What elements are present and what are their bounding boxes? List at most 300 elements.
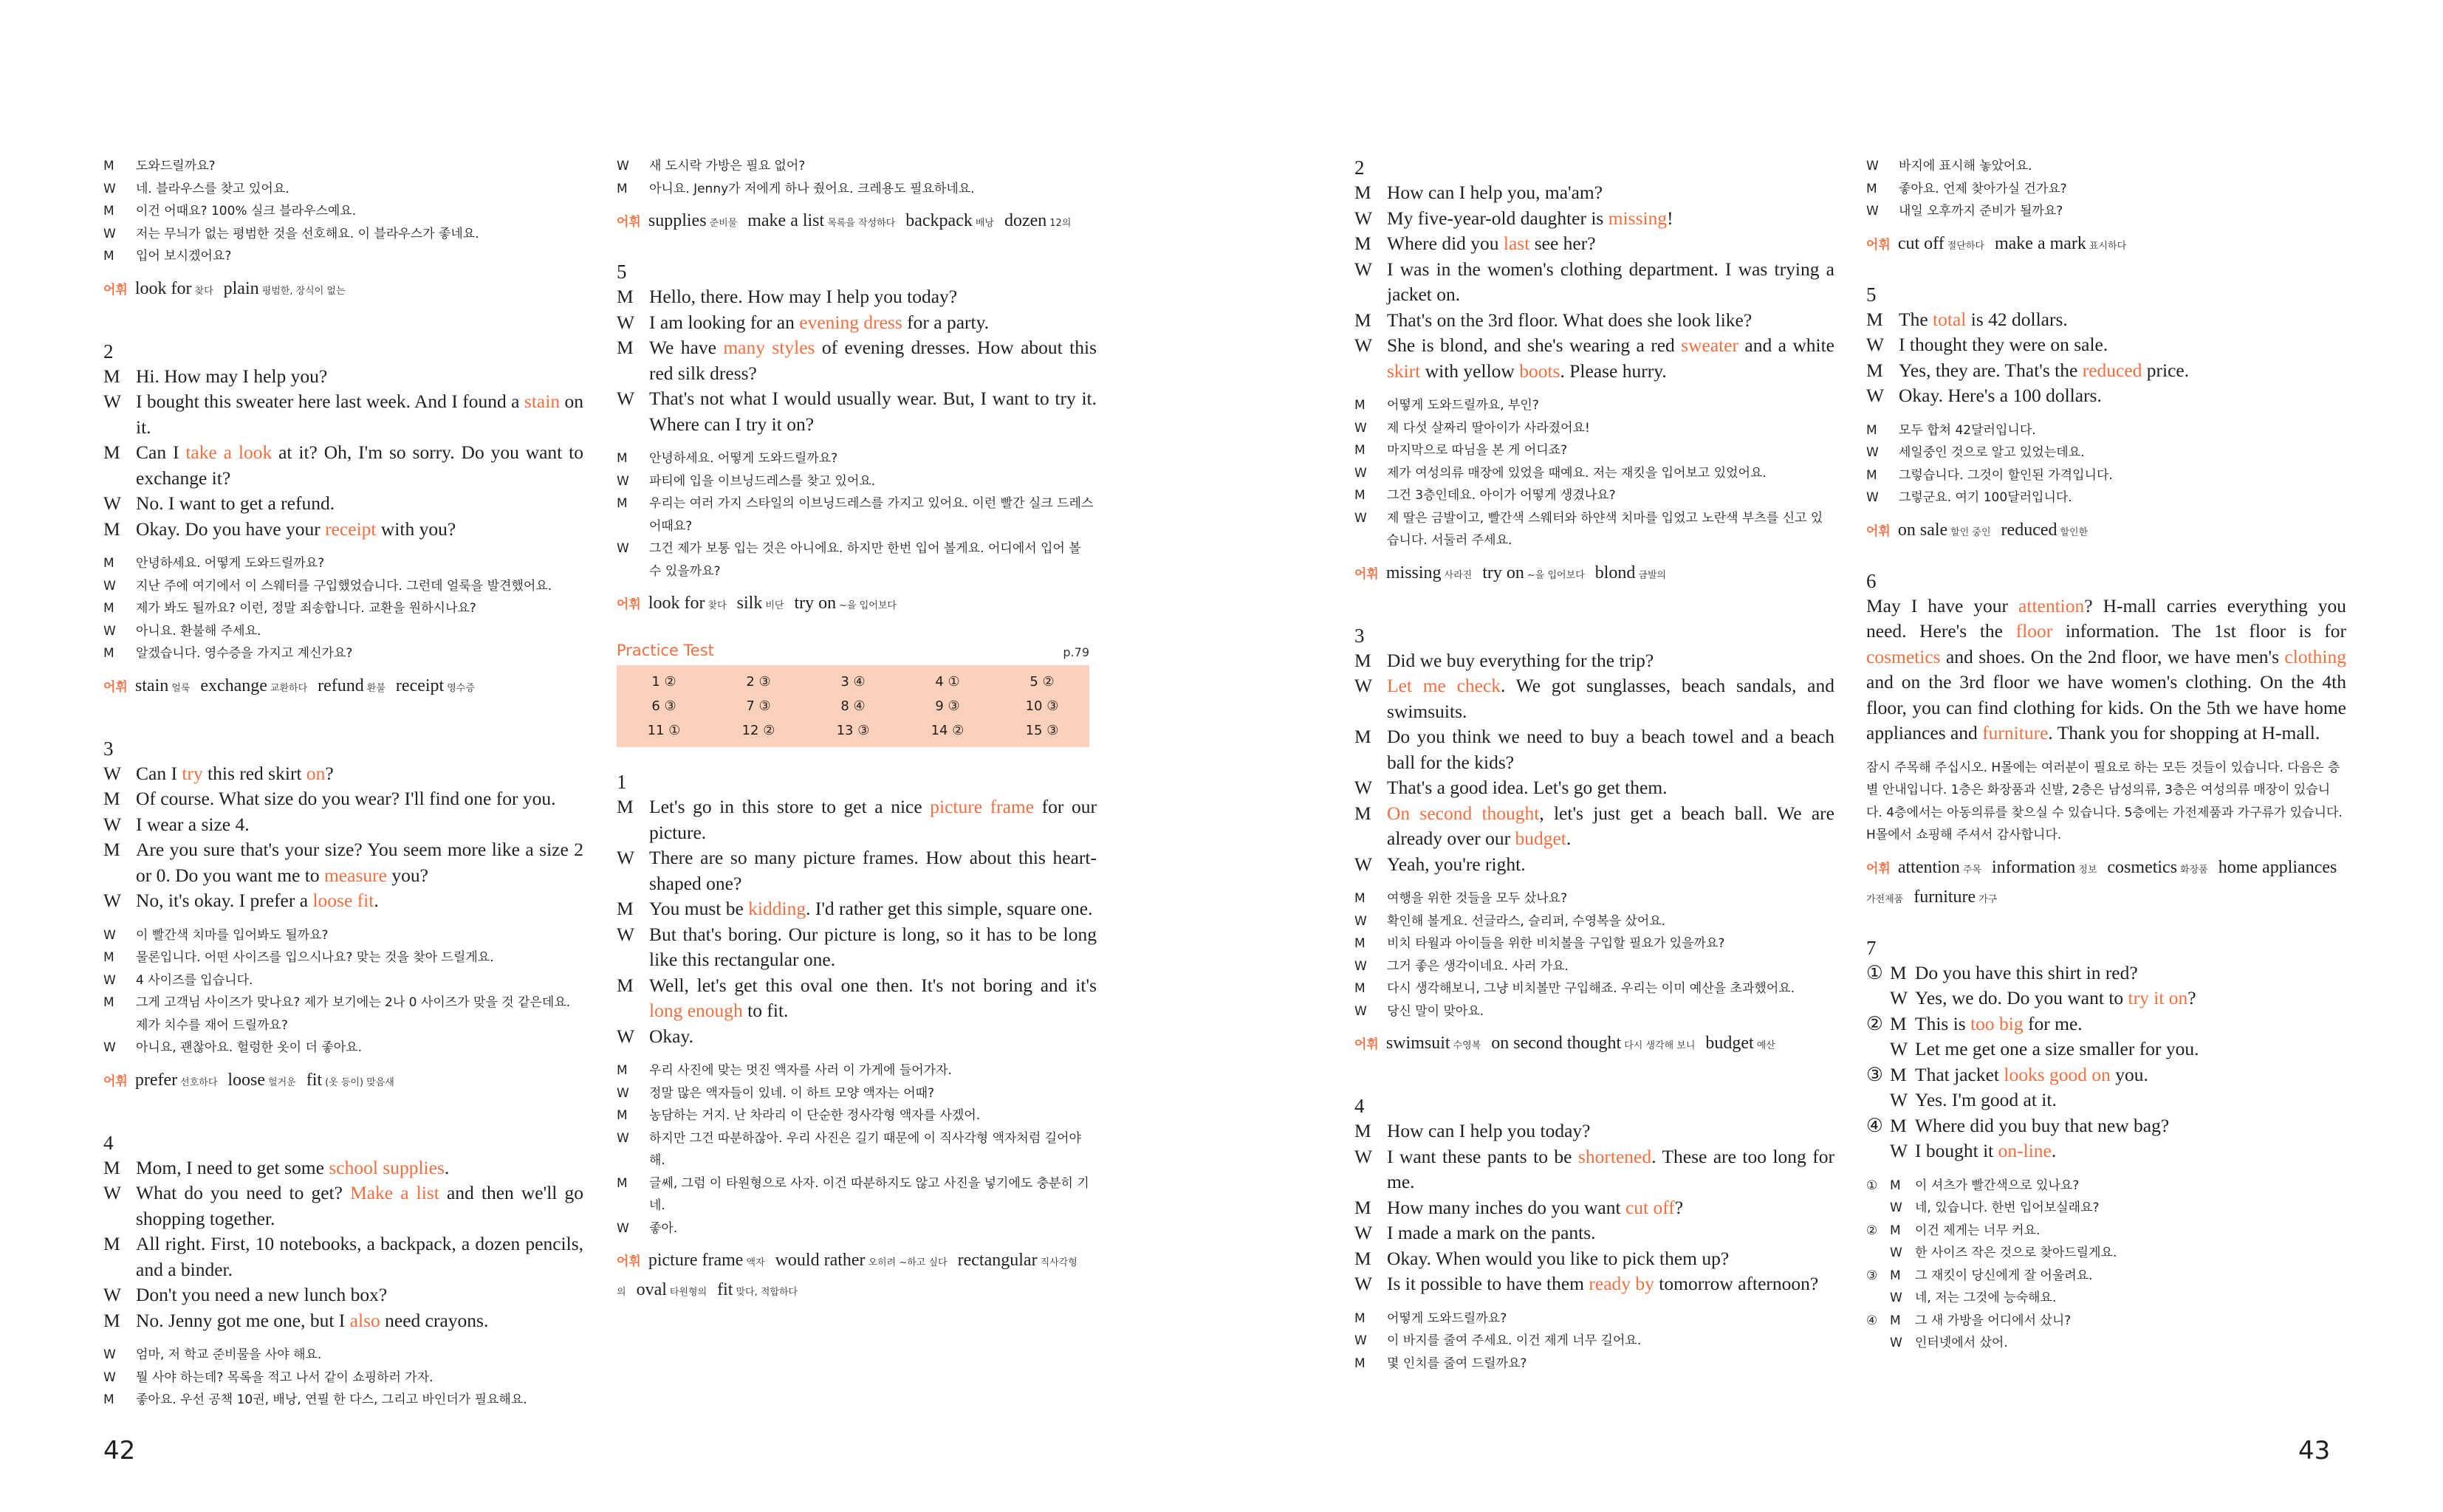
speaker-label: W — [1890, 1089, 1908, 1110]
column-4 — [1866, 155, 2346, 1389]
vocab-meaning: 맞다, 적합하다 — [736, 1287, 798, 1298]
vocab-word: furniture — [1913, 887, 1976, 907]
dialogue-line: That's on the 3rd floor. What does she look like? — [1387, 309, 1752, 331]
vocab-word: dozen — [1004, 211, 1047, 230]
speaker-label: M — [1354, 1196, 1371, 1218]
translation-line: 그렇군요. 여기 100달러입니다. — [1899, 490, 2072, 505]
dialogue-line: Let's go in this store to get a nice picture frame for our picture. — [649, 796, 1097, 843]
korean-translation — [1354, 394, 1834, 552]
speaker-label: M — [103, 441, 120, 463]
vocab-word: exchange — [200, 676, 267, 695]
vocab-word: supplies — [648, 211, 707, 230]
vocabulary-label: 어휘 — [103, 1073, 128, 1089]
english-dialogue — [1866, 307, 2346, 409]
answer-cell: 6 ③ — [651, 698, 676, 714]
english-dialogue — [1354, 1118, 1834, 1297]
speaker-label: W — [103, 181, 116, 196]
speaker-label: M — [1354, 936, 1366, 951]
speaker-label: W — [103, 1040, 116, 1055]
vocabulary — [103, 673, 583, 702]
speaker-label: M — [1890, 1012, 1907, 1034]
dialogue-line: Yes. I'm good at it. — [1915, 1089, 2057, 1110]
speaker-label: M — [1354, 1310, 1366, 1326]
translation-line: 우리 사진에 맞는 멋진 액자를 사러 이 가게에 들어가자. — [649, 1063, 952, 1078]
dialogue-line: How can I help you today? — [1387, 1120, 1591, 1141]
dialogue-line: Do you think we need to buy a beach towel and a beach ball for the kids? — [1387, 726, 1834, 773]
answer-cell: 11 ① — [647, 723, 681, 738]
speaker-label: M — [1866, 181, 1877, 196]
speaker-label: M — [617, 337, 634, 358]
speaker-label: M — [1354, 726, 1371, 747]
vocab-word: make a mark — [1994, 233, 2086, 253]
speaker-label: M — [1890, 1313, 1901, 1328]
vocab-word: on sale — [1897, 520, 1948, 540]
speaker-label: W — [617, 1085, 629, 1101]
speaker-label: W — [103, 813, 122, 835]
answer-row — [617, 718, 1089, 743]
speaker-label: W — [1866, 159, 1879, 173]
section-number: 2 — [103, 340, 114, 362]
speaker-label: W — [1354, 465, 1367, 481]
dialogue-line: Is it possible to have them ready by tomorrow afternoon? — [1387, 1273, 1819, 1294]
vocab-word: fit — [306, 1070, 323, 1090]
speaker-label: W — [1890, 1140, 1908, 1161]
dialogue-line: Okay. Do you have your receipt with you? — [136, 518, 456, 540]
page-number-right: 43 — [2298, 1436, 2331, 1465]
translation-line: 새 도시락 가방은 필요 없어? — [649, 159, 806, 173]
dialogue-line: That's a good idea. Let's go get them. — [1387, 777, 1668, 798]
speaker-label: M — [1866, 467, 1877, 483]
speaker-label: W — [617, 541, 629, 556]
english-dialogue — [103, 761, 583, 914]
answer-key-table — [617, 665, 1089, 747]
translation-line: 이건 어때요? 100% 실크 블라우스예요. — [136, 204, 357, 219]
section-number: 7 — [1866, 936, 1877, 959]
vocabulary — [103, 1067, 583, 1096]
practice-section-6 — [1866, 568, 2346, 913]
answer-cell: 7 ③ — [746, 698, 771, 714]
vocabulary-label: 어휘 — [617, 215, 641, 230]
vocab-meaning: 표시하다 — [2089, 240, 2127, 252]
vocabulary — [1866, 230, 2346, 260]
answer-cell: 13 ③ — [836, 723, 870, 738]
speaker-label: M — [103, 249, 114, 264]
translation-line: 정말 많은 액자들이 있네. 이 하트 모양 액자는 어때? — [649, 1085, 935, 1101]
vocab-meaning: 직사각형의 — [617, 1257, 1077, 1298]
dialogue-line: On second thought, let's just get a beach ball. We are already over our budget. — [1387, 802, 1834, 849]
section-5 — [617, 259, 1097, 619]
section-number: 6 — [1866, 569, 1877, 592]
speaker-label: M — [617, 974, 634, 996]
translation-line: 좋아요. 언제 찾아가실 건가요? — [1899, 181, 2067, 196]
section-1-end — [103, 155, 583, 305]
translation-line: 세일중인 것으로 알고 있었는데요. — [1899, 445, 2085, 460]
speaker-label: W — [617, 388, 635, 409]
translation-line: 좋아. — [649, 1220, 678, 1236]
speaker-label: M — [103, 646, 114, 661]
translation-line: 마지막으로 따님을 본 게 어디죠? — [1387, 443, 1568, 458]
translation-line: 농담하는 거지. 난 차라리 이 단순한 정사각형 액자를 사겠어. — [649, 1108, 981, 1123]
speaker-label: W — [103, 890, 122, 911]
choice-number — [1866, 986, 1890, 1011]
dialogue-line: I wear a size 4. — [136, 813, 250, 835]
translation-line: 내일 오후까지 준비가 될까요? — [1899, 204, 2063, 219]
speaker-label: M — [1890, 1268, 1901, 1283]
vocab-word: cosmetics — [2107, 857, 2178, 877]
choice-number: ③ — [1866, 1063, 1883, 1085]
translation-line: 그거 좋은 생각이네요. 사러 가요. — [1387, 958, 1569, 974]
translation-line: 4 사이즈를 입습니다. — [136, 972, 253, 988]
translation-line: 뭘 사야 하는데? 목록을 적고 나서 같이 쇼핑하러 가자. — [136, 1370, 434, 1385]
dialogue-line: Do you have this shirt in red? — [1915, 961, 2138, 983]
vocab-meaning: 정보 — [2078, 864, 2097, 876]
section-2 — [103, 339, 583, 702]
speaker-label: M — [1890, 1223, 1901, 1238]
speaker-label: W — [1354, 675, 1373, 696]
translation-line: 그 새 가방을 어디에서 샀니? — [1915, 1313, 2072, 1328]
korean-translation — [617, 155, 1097, 200]
speaker-label: W — [1890, 1291, 1902, 1305]
choice-number: ① — [1866, 1178, 1878, 1193]
vocab-meaning: 비단 — [765, 600, 784, 611]
practice-section-4-end — [1866, 155, 2346, 260]
speaker-label: M — [1354, 443, 1366, 458]
practice-section-1 — [617, 769, 1097, 1306]
vocab-meaning: 교환하다 — [270, 682, 308, 694]
vocabulary-label: 어휘 — [1866, 861, 1891, 876]
translation-line: 한 사이즈 작은 것으로 찾아드릴게요. — [1915, 1245, 2117, 1260]
speaker-label: W — [1354, 258, 1373, 280]
dialogue-line: I bought this sweater here last week. And I found a stain on it. — [136, 391, 583, 438]
translation-line: 비치 타월과 아이들을 위한 비치볼을 구입할 필요가 있을까요? — [1387, 936, 1725, 951]
vocab-word: plain — [223, 278, 259, 298]
vocabulary — [617, 590, 1097, 619]
speaker-label: M — [103, 518, 120, 540]
speaker-label: W — [1354, 334, 1373, 356]
vocabulary-label: 어휘 — [1866, 237, 1891, 252]
korean-translation — [1866, 155, 2346, 223]
speaker-label: M — [103, 365, 120, 387]
vocab-word: silk — [736, 594, 763, 613]
vocab-word: try on — [794, 594, 837, 613]
english-dialogue — [1354, 180, 1834, 384]
vocabulary — [1866, 854, 2346, 913]
translation-line: 확인해 볼게요. 선글라스, 슬리퍼, 수영복을 샀어요. — [1387, 913, 1666, 929]
page-number-left: 42 — [103, 1436, 136, 1465]
vocab-meaning: 배낭 — [975, 218, 994, 229]
dialogue-line: She is blond, and she's wearing a red sweater and a white skirt with yellow boots. Please hurry. — [1387, 334, 1834, 382]
translation-line: 아니요. 환불해 주세요. — [136, 623, 261, 639]
vocab-word: home appliances — [2218, 857, 2337, 877]
speaker-label: W — [1890, 1336, 1902, 1350]
speaker-label: M — [103, 556, 114, 571]
speaker-label: W — [617, 159, 629, 173]
dialogue-line: But that's boring. Our picture is long, so it has to be long like this rectangular one. — [649, 923, 1097, 970]
translation-line: 이 바지를 줄여 주세요. 이건 제게 너무 길어요. — [1387, 1333, 1642, 1348]
translation-line: 저는 무늬가 없는 평범한 것을 선호해요. 이 블라우스가 좋네요. — [136, 226, 479, 241]
dialogue-line: What do you need to get? Make a list and then we'll go shopping together. — [136, 1182, 583, 1229]
vocab-word: picture frame — [648, 1251, 744, 1270]
vocab-meaning: 사라진 — [1444, 569, 1473, 581]
english-dialogue — [103, 364, 583, 543]
speaker-label: W — [617, 1025, 635, 1047]
vocab-word: rectangular — [957, 1251, 1038, 1270]
vocab-word: cut off — [1897, 233, 1945, 253]
speaker-label: W — [1354, 1333, 1367, 1348]
speaker-label: W — [1354, 853, 1373, 875]
dialogue-line: Yes, they are. That's the reduced price. — [1899, 359, 2190, 381]
dialogue-line: Are you sure that's your size? You seem more like a size 2 or 0. Do you want me to measure you? — [136, 839, 583, 886]
translation-line: 지난 주에 여기에서 이 스웨터를 구입했었습니다. 그런데 얼룩을 발견했어요. — [136, 578, 552, 594]
answer-cell: 1 ② — [651, 674, 676, 690]
vocab-word: stain — [134, 676, 169, 695]
korean-passage: 잠시 주목해 주십시오. H몰에는 여러분이 필요로 하는 모든 것들이 있습니다. 다음은 층별 안내입니다. 1층은 화장품과 신발, 2층은 남성의류, 3층은 여성의류 매장이 있습니다. 4층에서는 아동의류를 찾으실 수 있습니다. 5층에는 가전제품과 가구류가 있습니다. H몰에서 쇼핑해 주셔서 감사합니다. — [1866, 760, 2343, 842]
vocab-word: reduced — [2001, 520, 2057, 540]
translation-line: 알겠습니다. 영수증을 가지고 계신가요? — [136, 646, 353, 661]
vocab-word: budget — [1705, 1034, 1754, 1053]
translation-line: 물론입니다. 어떤 사이즈를 입으시나요? 맞는 것을 찾아 드릴게요. — [136, 950, 494, 965]
choice-number — [1866, 1242, 1890, 1265]
english-dialogue — [103, 1155, 583, 1334]
speaker-label: M — [103, 788, 120, 809]
speaker-label: W — [103, 1370, 116, 1385]
dialogue-line: There are so many picture frames. How about this heart-shaped one? — [649, 847, 1097, 894]
vocab-meaning: ~을 입어보다 — [839, 600, 897, 611]
speaker-label: W — [1866, 445, 1879, 460]
speaker-label: W — [1354, 207, 1373, 229]
translation-line: 여행을 위한 것들을 모두 샀나요? — [1387, 891, 1568, 906]
vocab-meaning: 가전제품 — [1866, 893, 1904, 905]
vocab-meaning: 화장품 — [2180, 864, 2208, 876]
translation-line: 모두 합쳐 42달러입니다. — [1899, 422, 2036, 438]
translation-line: 몇 인치를 줄여 드릴까요? — [1387, 1355, 1527, 1371]
translation-line: 엄마, 저 학교 준비물을 사야 해요. — [136, 1347, 322, 1362]
answer-row — [617, 694, 1089, 718]
speaker-label: M — [1354, 233, 1371, 254]
speaker-label: M — [617, 181, 628, 196]
speaker-label: M — [1890, 961, 1907, 983]
answer-row — [617, 670, 1089, 694]
speaker-label: M — [1354, 1120, 1371, 1141]
translation-line: 어떻게 도와드릴까요? — [1387, 1310, 1507, 1326]
vocabulary-label: 어휘 — [103, 282, 128, 298]
vocab-word: oval — [636, 1280, 667, 1299]
vocab-meaning: 할인한 — [2060, 526, 2089, 538]
speaker-label: W — [617, 473, 629, 489]
speaker-label: M — [617, 1108, 628, 1123]
speaker-label: W — [617, 923, 635, 945]
translation-line: 도와드릴까요? — [136, 159, 216, 173]
speaker-label: W — [103, 1284, 122, 1305]
speaker-label: M — [1890, 1178, 1901, 1193]
vocabulary — [103, 275, 583, 305]
vocab-word: prefer — [134, 1070, 178, 1090]
dialogue-line: Okay. When would you like to pick them up? — [1387, 1247, 1730, 1269]
practice-test-title: Practice Test — [617, 642, 714, 659]
korean-translation — [103, 1344, 583, 1412]
speaker-label: M — [103, 1309, 120, 1331]
speaker-label: W — [103, 1347, 116, 1362]
vocab-word: attention — [1897, 857, 1960, 877]
speaker-label: W — [1890, 1200, 1902, 1215]
speaker-label: M — [103, 1233, 120, 1254]
vocab-meaning: 목록을 작성하다 — [827, 218, 896, 229]
dialogue-line: This is too big for me. — [1915, 1012, 2083, 1034]
speaker-label: M — [1354, 802, 1371, 824]
vocab-meaning: 다시 생각해 보니 — [1624, 1040, 1696, 1051]
english-passage: May I have your attention? H-mall carries everything you need. Here's the floor information. The 1st floor is for cosmetics and shoes. On the 2nd floor, we have men's clothing and on the 3rd floor we have women's clothing. On the 4th floor, you can find clothing for kids. On the 5th we have home appliances and furniture. Thank you for shopping at H-mall. — [1866, 594, 2346, 743]
vocab-meaning: ~을 입어보다 — [1527, 569, 1585, 581]
section-number: 2 — [1354, 157, 1365, 179]
dialogue-line: That's not what I would usually wear. But, I want to try it. Where can I try it on? — [649, 388, 1097, 435]
speaker-label: W — [617, 1220, 629, 1236]
speaker-label: W — [617, 1130, 629, 1146]
dialogue-line: We have many styles of evening dresses. How about this red silk dress? — [649, 337, 1097, 384]
dialogue-line: How can I help you, ma'am? — [1387, 182, 1603, 203]
translation-line: 안녕하세요. 어떻게 도와드릴까요? — [649, 451, 838, 466]
speaker-label: W — [103, 492, 122, 514]
dialogue-line: Hello, there. How may I help you today? — [649, 286, 958, 307]
speaker-label: W — [103, 927, 116, 943]
choice-number — [1866, 1197, 1890, 1220]
dialogue-line: I want these pants to be shortened. These are too long for me. — [1387, 1145, 1834, 1192]
dialogue-line: Can I try this red skirt on? — [136, 762, 334, 784]
translation-line: 우리는 여러 가지 스타일의 이브닝드레스를 가지고 있어요. 이런 빨간 실크 드레스 어때요? — [649, 496, 1094, 534]
korean-translation — [1354, 887, 1834, 1023]
speaker-label: M — [617, 286, 634, 307]
answer-cell: 8 ④ — [840, 698, 866, 714]
translation-line: 안녕하세요. 어떻게 도와드릴까요? — [136, 556, 325, 571]
vocab-meaning: 헐거운 — [268, 1076, 296, 1088]
dialogue-line: The total is 42 dollars. — [1899, 308, 2068, 330]
choice-number: ④ — [1866, 1114, 1883, 1136]
translation-line: 어떻게 도와드릴까요, 부인? — [1387, 398, 1539, 413]
translation-line: 그게 고객님 사이즈가 맞나요? 제가 보기에는 2나 0 사이즈가 맞을 것 같은데요. 제가 치수를 재어 드릴까요? — [136, 995, 571, 1033]
translation-line: 당신 말이 맞아요. — [1387, 1003, 1484, 1019]
practice-section-3 — [1354, 623, 1834, 1060]
answer-cell: 3 ④ — [840, 674, 866, 690]
speaker-label: W — [617, 847, 635, 868]
vocabulary — [617, 1247, 1097, 1306]
speaker-label: W — [1866, 334, 1885, 355]
speaker-label: W — [1354, 913, 1367, 929]
speaker-label: M — [103, 950, 114, 965]
translation-line: 다시 생각해보니, 그냥 비치볼만 구입해죠. 우리는 이미 예산을 초과했어요. — [1387, 981, 1795, 996]
speaker-label: M — [1354, 309, 1371, 331]
translation-line: 인터넷에서 샀어. — [1915, 1336, 2008, 1350]
dialogue-line: I was in the women's clothing department. I was trying a jacket on. — [1387, 258, 1834, 305]
column-2 — [617, 155, 1097, 1340]
dialogue-line: Where did you buy that new bag? — [1915, 1114, 2170, 1136]
answer-cell: 15 ③ — [1025, 723, 1059, 738]
translation-line: 이 빨간색 치마를 입어봐도 될까요? — [136, 927, 329, 943]
korean-translation — [103, 155, 583, 268]
translation-line: 바지에 표시해 놓았어요. — [1899, 159, 2032, 173]
practice-test — [617, 642, 1097, 747]
korean-translation — [1866, 1175, 2346, 1355]
answer-cell: 9 ③ — [935, 698, 960, 714]
choice-number: ② — [1866, 1223, 1878, 1238]
translation-line: 입어 보시겠어요? — [136, 249, 232, 264]
section-number: 4 — [1354, 1095, 1365, 1117]
vocab-word: fit — [717, 1280, 733, 1299]
vocabulary — [1354, 1030, 1834, 1059]
dialogue-line: Where did you last see her? — [1387, 233, 1596, 254]
vocab-word: look for — [134, 278, 192, 298]
translation-line: 그 재킷이 당신에게 잘 어울려요. — [1915, 1268, 2093, 1283]
section-4 — [103, 1130, 583, 1412]
speaker-label: M — [103, 995, 114, 1010]
dialogue-line: Yes, we do. Do you want to try it on? — [1915, 987, 2196, 1008]
speaker-label: M — [1354, 398, 1366, 413]
speaker-label: M — [1354, 1355, 1366, 1371]
speaker-label: M — [617, 1063, 628, 1078]
dialogue-line: Let me get one a size smaller for you. — [1915, 1038, 2199, 1059]
vocabulary-label: 어휘 — [617, 1254, 641, 1269]
vocab-meaning: 금발의 — [1638, 569, 1667, 581]
speaker-label: M — [1354, 1247, 1371, 1269]
answer-cell: 5 ② — [1029, 674, 1055, 690]
vocabulary-label: 어휘 — [1866, 523, 1891, 539]
translation-line: 좋아요. 우선 공책 10권, 배낭, 연필 한 다스, 그리고 바인더가 필요해요. — [136, 1392, 527, 1407]
speaker-label: W — [103, 1182, 122, 1203]
answer-cell: 4 ① — [935, 674, 960, 690]
vocab-meaning: 주목 — [1962, 864, 1981, 876]
vocab-meaning: 오히려 ~하고 싶다 — [868, 1257, 948, 1268]
vocabulary — [617, 207, 1097, 237]
dialogue-line: I am looking for an evening dress for a party. — [649, 311, 990, 333]
speaker-label: W — [1866, 204, 1879, 219]
vocabulary-label: 어휘 — [1354, 1037, 1379, 1052]
speaker-label: W — [1354, 420, 1367, 436]
dialogue-line: That jacket looks good on you. — [1915, 1063, 2148, 1085]
vocab-meaning: 찾다 — [194, 285, 213, 297]
speaker-label: M — [1354, 981, 1366, 996]
dialogue-line: Okay. — [649, 1025, 693, 1047]
speaker-label: W — [1890, 1245, 1902, 1260]
speaker-label: M — [1354, 488, 1366, 503]
section-number: 5 — [617, 261, 627, 283]
english-dialogue — [1354, 648, 1834, 878]
speaker-label: W — [1354, 958, 1367, 974]
vocab-meaning: 준비물 — [709, 218, 738, 229]
vocab-meaning: 타원형의 — [669, 1287, 707, 1298]
choice-number: ③ — [1866, 1268, 1878, 1283]
vocab-word: swimsuit — [1385, 1034, 1450, 1053]
vocab-meaning: 가구 — [1978, 893, 1998, 905]
practice-section-4 — [1354, 1093, 1834, 1375]
speaker-label: W — [1354, 1003, 1367, 1019]
vocab-word: would rather — [775, 1251, 866, 1270]
choice-number — [1866, 1332, 1890, 1355]
english-dialogue — [617, 794, 1097, 1049]
speaker-label: W — [1354, 777, 1373, 798]
choice-number — [1866, 1287, 1890, 1310]
speaker-label: M — [103, 204, 114, 219]
vocab-word: information — [1991, 857, 2076, 877]
dialogue-line: I thought they were on sale. — [1899, 334, 2108, 355]
vocab-meaning: 12의 — [1049, 218, 1072, 229]
vocab-word: missing — [1385, 563, 1442, 583]
translation-line: 제가 여성의류 매장에 있었을 때예요. 저는 재킷을 입어보고 있었어요. — [1387, 465, 1767, 481]
column-1 — [103, 155, 583, 1446]
vocab-word: refund — [318, 676, 364, 695]
answer-cell: 12 ② — [741, 723, 775, 738]
speaker-label: M — [617, 796, 634, 817]
vocab-word: loose — [227, 1070, 266, 1090]
translation-line: 제 딸은 금발이고, 빨간색 스웨터와 하얀색 치마를 입었고 노란색 부츠를 신고 있습니다. 서둘러 주세요. — [1387, 510, 1823, 548]
dialogue-line: Hi. How may I help you? — [136, 365, 328, 387]
